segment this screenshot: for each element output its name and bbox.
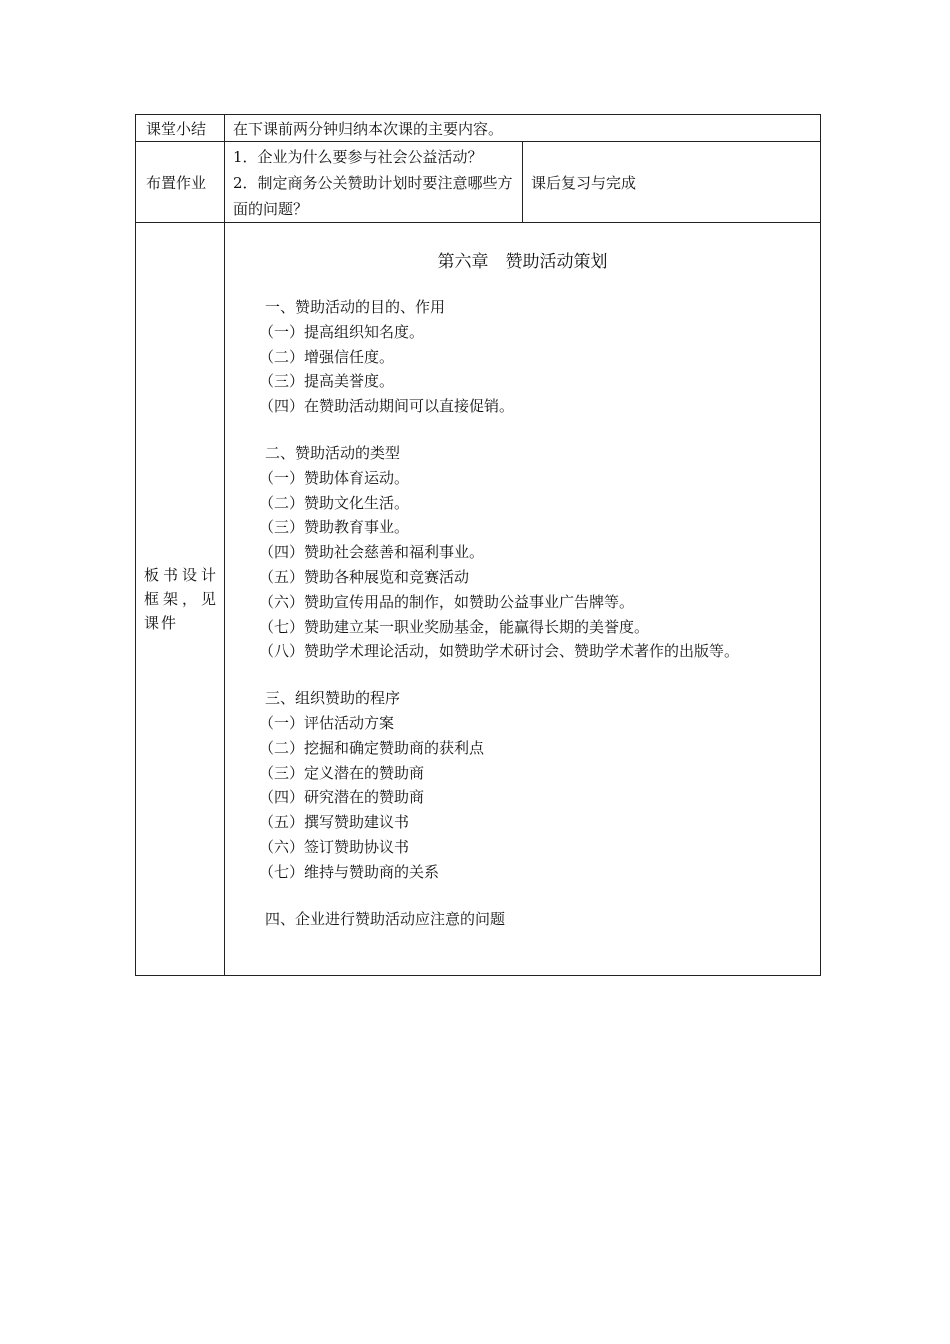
homework-row — [136, 142, 821, 223]
section-item: （四）研究潜在的赞助商 — [259, 788, 425, 807]
section-item: （四）赞助社会慈善和福利事业。 — [259, 543, 485, 562]
homework-list — [225, 142, 523, 223]
board-section — [265, 907, 820, 932]
section-item: （七）维持与赞助商的关系 — [259, 862, 440, 881]
section-item: （一）评估活动方案 — [259, 713, 395, 732]
board-section — [259, 686, 820, 884]
section-item: （五）赞助各种展览和竞赛活动 — [259, 567, 470, 586]
section-item: （六）签订赞助协议书 — [259, 837, 410, 856]
section-item: （三）定义潜在的赞助商 — [259, 763, 425, 782]
section-heading: 二、赞助活动的类型 — [265, 443, 401, 462]
lesson-plan-table — [135, 114, 821, 976]
section-item: （五）撰写赞助建议书 — [259, 813, 410, 832]
section-item: （七）赞助建立某一职业奖励基金，能赢得长期的美誉度。 — [259, 617, 650, 636]
section-item: （一）赞助体育运动。 — [259, 468, 410, 487]
board-section — [259, 295, 820, 419]
homework-label: 布置作业 — [136, 142, 225, 223]
section-heading: 四、企业进行赞助活动应注意的问题 — [265, 909, 506, 928]
homework-note: 课后复习与完成 — [523, 142, 821, 223]
section-item: （三）提高美誉度。 — [259, 372, 395, 391]
section-item: （二）赞助文化生活。 — [259, 493, 410, 512]
homework-item: 1．企业为什么要参与社会公益活动？ — [233, 148, 483, 166]
board-row — [136, 223, 821, 976]
board-content — [225, 223, 821, 976]
section-item: （二）挖掘和确定赞助商的获利点 — [259, 738, 485, 757]
section-heading: 三、组织赞助的程序 — [265, 689, 401, 708]
chapter-title: 第六章 赞助活动策划 — [437, 252, 608, 272]
board-section — [259, 441, 820, 664]
homework-item: 2．制定商务公关赞助计划时要注意哪些方面的问题？ — [233, 174, 513, 218]
section-item: （六）赞助宣传用品的制作，如赞助公益事业广告牌等。 — [259, 592, 635, 611]
board-label-cell — [136, 223, 225, 976]
section-item: （八）赞助学术理论活动，如赞助学术研讨会、赞助学术著作的出版等。 — [259, 642, 740, 661]
section-item: （二）增强信任度。 — [259, 347, 395, 366]
summary-label: 课堂小结 — [136, 115, 225, 142]
section-heading: 一、赞助活动的目的、作用 — [265, 298, 446, 316]
summary-row — [136, 115, 821, 142]
section-item: （一）提高组织知名度。 — [259, 322, 425, 341]
summary-content: 在下课前两分钟归纳本次课的主要内容。 — [225, 115, 821, 142]
section-item: （三）赞助教育事业。 — [259, 518, 410, 537]
section-item: （四）在赞助活动期间可以直接促销。 — [259, 397, 515, 416]
board-label: 板书设计框架，见课件 — [144, 566, 218, 632]
